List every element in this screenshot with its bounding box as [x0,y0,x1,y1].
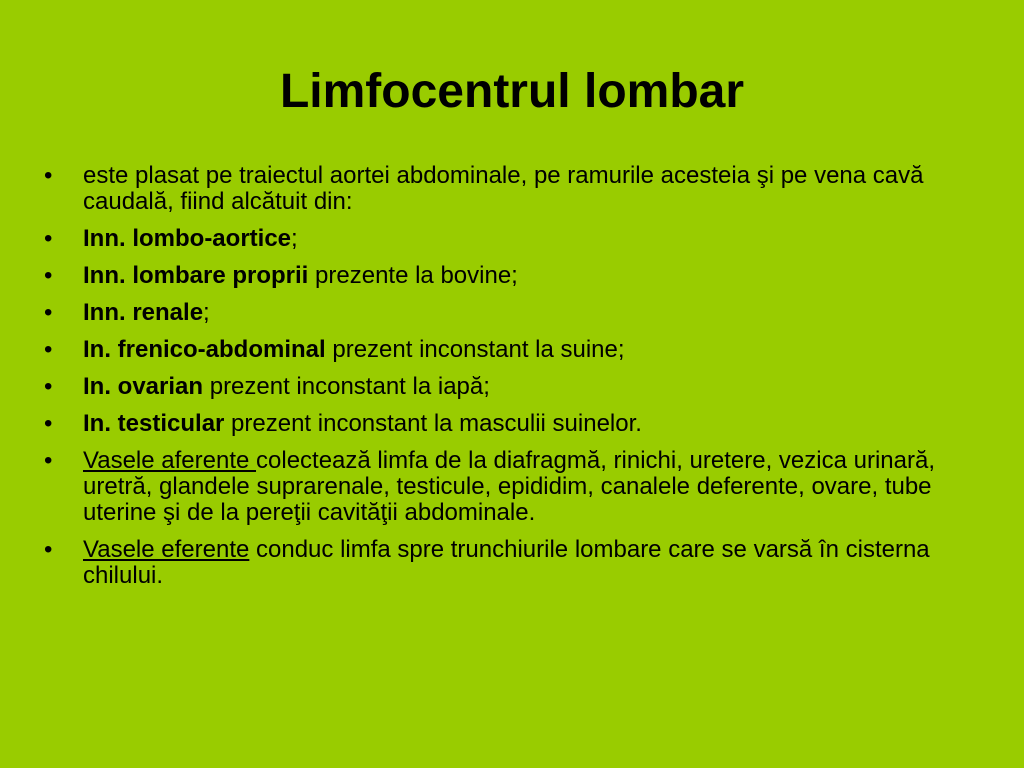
bullet-dot-icon: • [44,536,53,563]
bullet-dot-icon: • [44,225,53,252]
bullet-term: In. frenico-abdominal [83,336,326,363]
bullet-dot-icon: • [44,262,53,289]
bullet-dot-icon: • [44,162,53,189]
bullet-item [40,411,1000,437]
slide-title: Limfocentrul lombar [279,65,745,118]
bullet-item [40,300,1000,326]
bullet-item [40,448,1000,526]
bullet-dot-icon: • [44,336,53,363]
bullet-item [40,374,1000,400]
bullet-term: Inn. lombo-aortice [83,225,292,252]
bullet-dot-icon: • [44,447,53,474]
bullet-text: prezent inconstant la iapă; [203,373,490,400]
bullet-list [40,163,1000,600]
bullet-text: conduc limfa spre trunchiurile lombare care se varsă în cisterna chilului. [83,536,930,589]
bullet-term: In. testicular [83,410,225,437]
bullet-text: prezent inconstant la suine; [325,336,625,363]
bullet-dot-icon: • [44,299,53,326]
bullet-item [40,226,1000,252]
bullet-text: colectează limfa de la diafragmă, rinichi, uretere, vezica urinară, uretră, glandele suprarenale, testicule, epididim, canalele deferente, ovare, tube uterine şi de la pereţii cavităţii abdominale. [83,447,935,526]
bullet-term: Inn. renale [83,299,204,326]
bullet-text: este plasat pe traiectul aortei abdominale, pe ramurile acesteia şi pe vena cavă caudală, fiind alcătuit din: [83,162,924,215]
bullet-text: prezente la bovine; [308,262,518,289]
bullet-item [40,263,1000,289]
bullet-term: Inn. lombare proprii [83,262,309,289]
bullet-dot-icon: • [44,373,53,400]
bullet-text: ; [203,299,210,326]
bullet-item [40,337,1000,363]
bullet-underlined-term: Vasele eferente [83,536,250,563]
bullet-underlined-term: Vasele aferente [83,447,257,474]
bullet-item [40,163,1000,215]
bullet-dot-icon: • [44,410,53,437]
bullet-item [40,537,1000,589]
bullet-text: prezent inconstant la masculii suinelor. [224,410,642,437]
bullet-text: ; [291,225,298,252]
bullet-term: In. ovarian [83,373,204,400]
